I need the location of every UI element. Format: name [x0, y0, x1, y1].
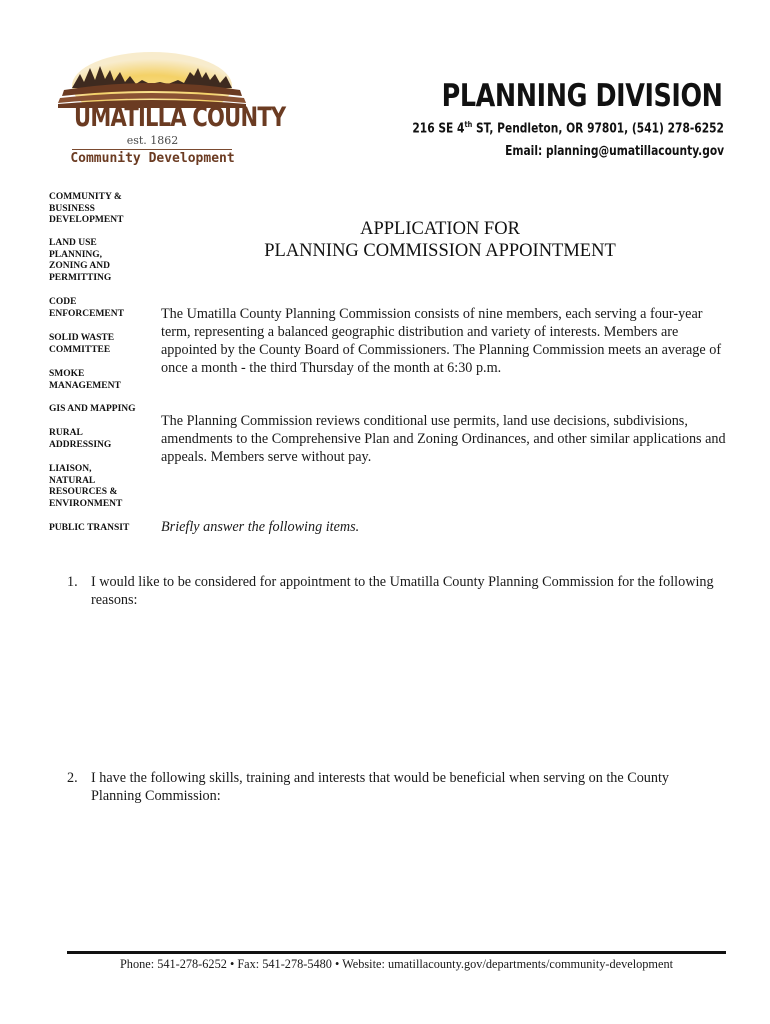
sidebar-item-solid-waste: SOLID WASTE COMMITTEE: [49, 333, 115, 355]
sidebar-item-land-use: LAND USE PLANNING, ZONING AND PERMITTING: [49, 238, 112, 283]
question-1-number: 1.: [67, 574, 78, 590]
sidebar-item-community-business: COMMUNITY & BUSINESS DEVELOPMENT: [49, 192, 124, 226]
sidebar-item-liaison: LIAISON, NATURAL RESOURCES & ENVIRONMENT: [49, 464, 123, 509]
logo-subtitle: Community Development: [70, 151, 235, 166]
question-2-text: I have the following skills, training and interests that would be beneficial when serving on the County Planning Commission:: [91, 770, 670, 804]
logo-divider: [72, 149, 232, 150]
footer-divider: [67, 951, 726, 954]
address-superscript: th: [464, 120, 473, 129]
address-street-number: 216 SE 4: [412, 121, 465, 137]
division-title: PLANNING DIVISION: [442, 78, 723, 114]
logo-established: est. 1862: [126, 134, 179, 147]
footer-contact: Phone: 541-278-6252 • Fax: 541-278-5480 • Website: umatillacounty.gov/departments/community-development: [119, 957, 674, 971]
address-rest: ST, Pendleton, OR 97801, (541) 278-6252: [472, 121, 724, 137]
question-2-number: 2.: [67, 770, 78, 786]
logo-county-name: UMATILLA COUNTY: [74, 102, 286, 133]
sidebar-item-code-enforcement: CODE ENFORCEMENT: [49, 297, 124, 319]
document-title-line1: APPLICATION FOR: [360, 219, 520, 239]
sidebar-item-public-transit: PUBLIC TRANSIT: [49, 523, 130, 533]
sidebar-item-gis: GIS AND MAPPING: [49, 404, 136, 414]
division-email: Email: planning@umatillacounty.gov: [504, 144, 724, 159]
duties-paragraph: The Planning Commission reviews conditional use permits, land use decisions, subdivisions, amendments to the Comprehensive Plan and Zoning Ordinances, and other similar applications and appeals. Members serve without pay.: [161, 413, 726, 465]
sidebar-item-smoke: SMOKE MANAGEMENT: [49, 369, 121, 391]
instruction-text: Briefly answer the following items.: [161, 519, 360, 535]
document-title-line2: PLANNING COMMISSION APPOINTMENT: [264, 241, 616, 261]
sidebar-item-rural-addressing: RURAL ADDRESSING: [49, 428, 112, 450]
intro-paragraph: The Umatilla County Planning Commission consists of nine members, each serving a four-year term, representing a balanced geographic distribution and variety of interests. Members are appointed by the County Board of Commissioners. The Planning Commission meets an average of once a month - the third Thursday of the month at 6:30 p.m.: [161, 306, 722, 376]
county-logo: [50, 46, 286, 174]
landscape-emblem-icon: [50, 46, 255, 108]
question-1-text: I would like to be considered for appointment to the Umatilla County Planning Commission for the following reasons:: [91, 574, 714, 608]
division-address: [412, 120, 724, 136]
